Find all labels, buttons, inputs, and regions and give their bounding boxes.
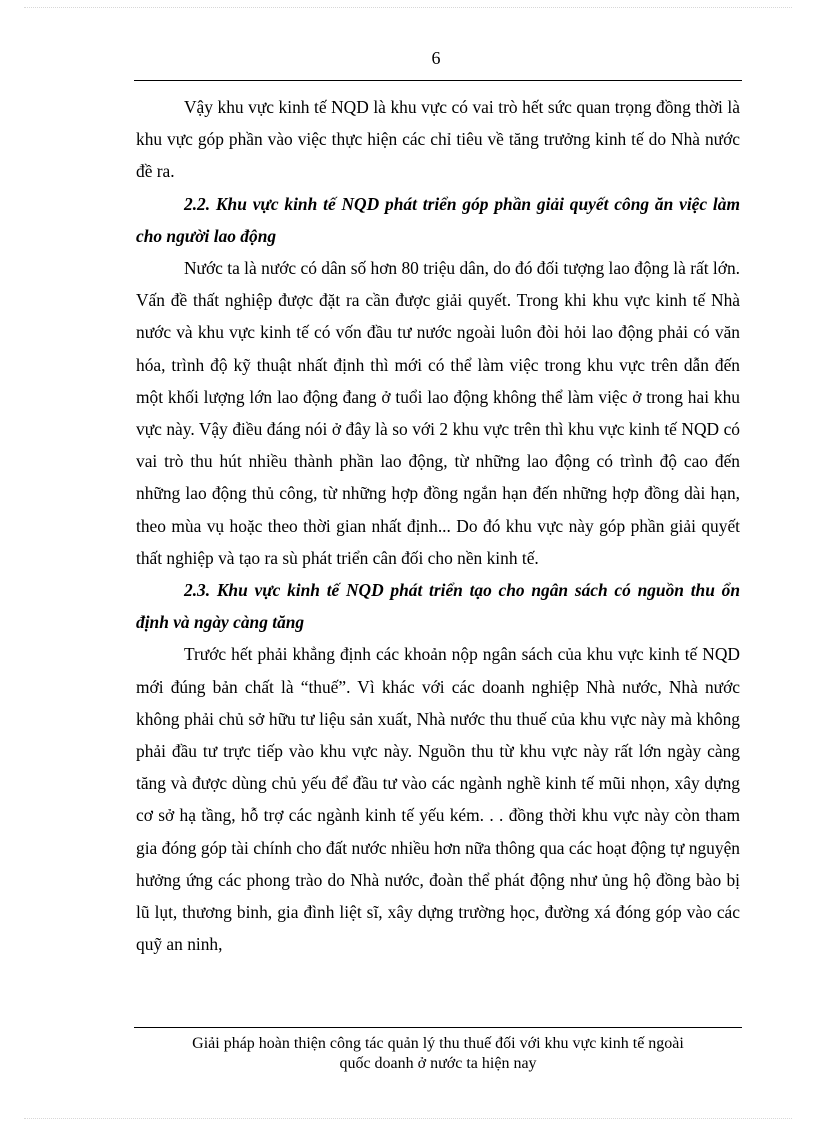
document-body [136, 91, 740, 960]
footer-rule [134, 1027, 742, 1028]
bottom-dotted-border [24, 1118, 792, 1119]
paragraph-ngan-sach: Trước hết phải khẳng định các khoản nộp ngân sách của khu vực kinh tế NQD mới đúng bản chất là “thuế”. Vì khác với các doanh nghiệp Nhà nước, Nhà nước không phải chủ sở hữu tư liệu sản xuất, Nhà nước thu thuế của khu vực này mà không phải đầu tư trực tiếp vào khu vực này. Nguồn thu từ khu vực này rất lớn ngày càng tăng và được dùng chủ yếu để đầu tư vào các ngành nghề kinh tế mũi nhọn, xây dựng cơ sở hạ tầng, hỗ trợ các ngành kinh tế yếu kém. . . đồng thời khu vực này còn tham gia đóng góp tài chính cho đất nước nhiều hơn nữa thông qua các hoạt động tự nguyện hưởng ứng các phong trào do Nhà nước, đoàn thể phát động như ủng hộ đồng bào bị lũ lụt, thương binh, gia đình liệt sĩ, xây dựng trường học, đường xá đóng góp vào các quỹ an ninh, [136, 644, 740, 955]
page-footer [134, 1034, 742, 1074]
paragraph-vai-tro: Vậy khu vực kinh tế NQD là khu vực có vai trò hết sức quan trọng đồng thời là khu vực góp phần vào việc thực hiện các chỉ tiêu về tăng trưởng kinh tế do Nhà nước đề ra. [136, 97, 740, 182]
footer-line-1: Giải pháp hoàn thiện công tác quản lý thu thuế đối với khu vực kinh tế ngoài [192, 1035, 684, 1052]
top-dotted-border [24, 7, 792, 8]
paragraph-lao-dong: Nước ta là nước có dân số hơn 80 triệu dân, do đó đối tượng lao động là rất lớn. Vấn đề thất nghiệp được đặt ra cần được giải quyết. Trong khi khu vực kinh tế Nhà nước và khu vực kinh tế có vốn đầu tư nước ngoài luôn đòi hỏi lao động phải có văn hóa, trình độ kỹ thuật nhất định thì mới có thể làm việc trong khu vực trên dẫn đến một khối lượng lớn lao động đang ở tuổi lao động không thể làm việc ở trong hai khu vực này. Vậy điều đáng nói ở đây là so với 2 khu vực trên thì khu vực kinh tế NQD có vai trò thu hút nhiều thành phần lao động, từ những lao động có trình độ cao đến những lao động thủ công, từ những hợp đồng ngắn hạn đến những hợp đồng dài hạn, theo mùa vụ hoặc theo thời gian nhất định... Do đó khu vực này góp phần giải quyết thất nghiệp và tạo ra sù phát triển cân đối cho nền kinh tế. [136, 258, 740, 568]
page-number: 6 [431, 48, 441, 68]
footer-line-2: quốc doanh ở nước ta hiện nay [339, 1055, 537, 1072]
heading-section-2-2: 2.2. Khu vực kinh tế NQD phát triển góp phần giải quyết công ăn việc làm cho người lao động [136, 193, 740, 246]
header-rule [134, 80, 742, 81]
heading-section-2-3: 2.3. Khu vực kinh tế NQD phát triển tạo cho ngân sách có nguồn thu ổn định và ngày càng tăng [136, 580, 740, 633]
